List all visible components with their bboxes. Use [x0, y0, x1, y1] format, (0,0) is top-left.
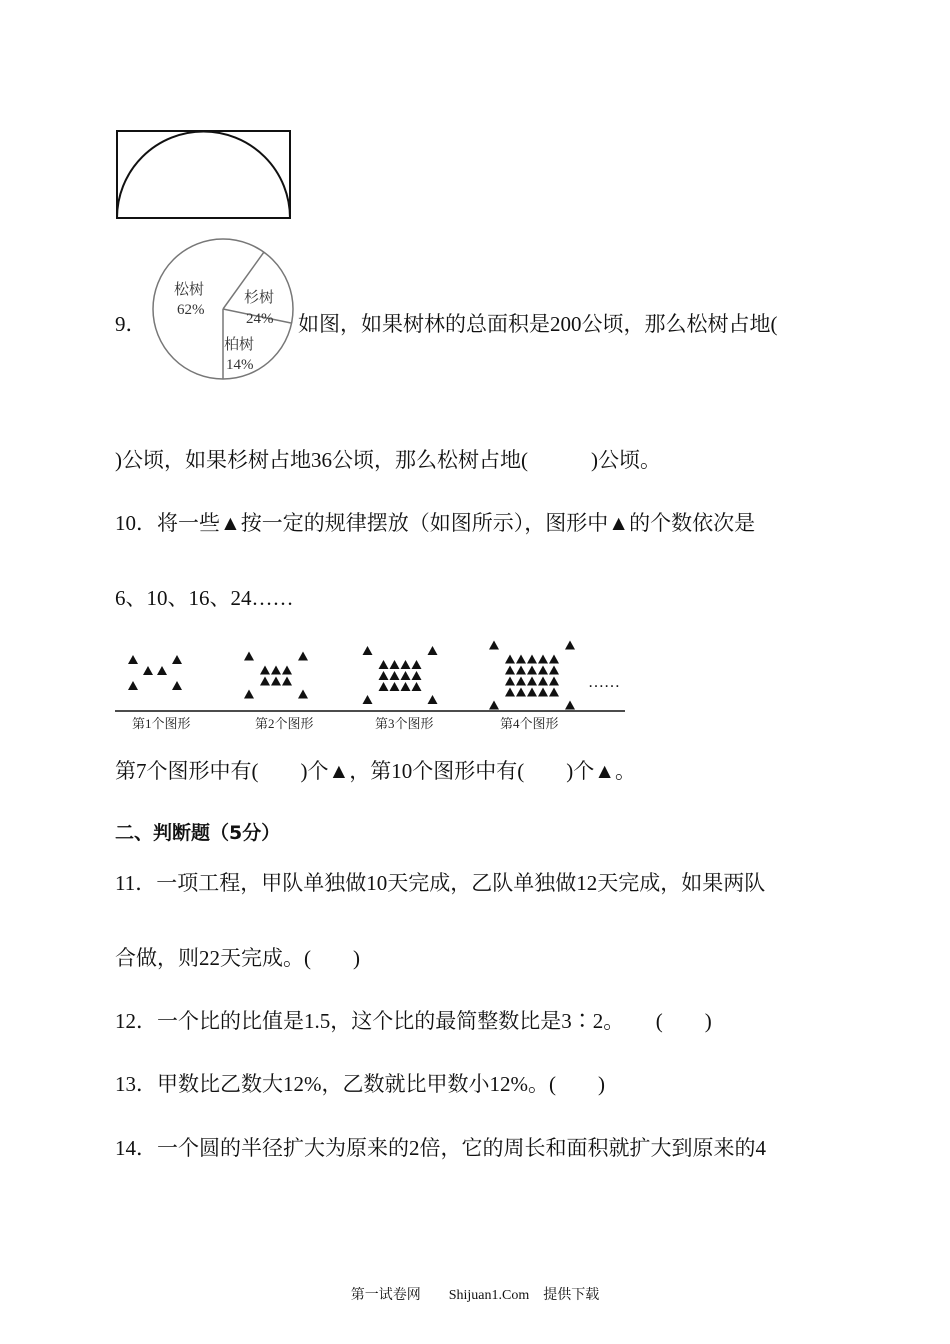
triangle-mark-13: [244, 652, 254, 661]
pie-percent-cypress: 14%: [226, 357, 254, 373]
triangle-mark-46: [538, 677, 548, 686]
triangle-mark-7: [260, 666, 270, 675]
q9-line1: 如图，如果树林的总面积是200公顷，那么松树占地(: [298, 312, 778, 336]
q10-line3: 第7个图形中有( )个▲，第10个图形中有( )个▲。: [115, 759, 637, 783]
triangle-groups: [128, 641, 575, 710]
triangle-mark-23: [401, 671, 411, 680]
triangle-mark-50: [527, 688, 537, 697]
triangle-mark-44: [516, 677, 526, 686]
pattern-ellipsis: ……: [588, 674, 620, 691]
triangle-mark-18: [390, 660, 400, 669]
triangle-mark-31: [363, 695, 373, 704]
figure-label-1: 第1个图形: [132, 716, 191, 731]
triangle-mark-27: [401, 682, 411, 691]
triangle-mark-41: [538, 666, 548, 675]
q9-number: 9．: [115, 312, 147, 336]
triangle-mark-12: [282, 677, 292, 686]
triangle-mark-22: [390, 671, 400, 680]
triangle-mark-33: [505, 655, 515, 664]
triangle-mark-9: [282, 666, 292, 675]
triangle-mark-54: [565, 641, 575, 650]
pie-percent-fir: 24%: [246, 311, 274, 327]
triangle-mark-1: [143, 666, 153, 675]
triangle-mark-43: [505, 677, 515, 686]
q12-text: 12．一个比的比值是1.5，这个比的最简整数比是3∶2。 ( ): [115, 1009, 712, 1033]
triangle-mark-47: [549, 677, 559, 686]
triangle-mark-49: [516, 688, 526, 697]
triangle-mark-36: [538, 655, 548, 664]
triangle-mark-38: [505, 666, 515, 675]
triangle-mark-39: [516, 666, 526, 675]
triangle-mark-52: [549, 688, 559, 697]
triangle-mark-11: [271, 677, 281, 686]
triangle-pattern-figure: [110, 630, 630, 735]
triangle-mark-17: [379, 660, 389, 669]
triangle-mark-40: [527, 666, 537, 675]
triangle-mark-5: [128, 681, 138, 690]
pie-percent-pine: 62%: [177, 302, 205, 318]
q11-line2: 合做，则22天完成。( ): [115, 946, 360, 970]
triangle-mark-15: [244, 690, 254, 699]
triangle-mark-45: [527, 677, 537, 686]
triangle-mark-6: [172, 681, 182, 690]
figure-label-2: 第2个图形: [255, 716, 314, 731]
forest-pie-chart: [148, 236, 298, 384]
triangle-mark-29: [363, 646, 373, 655]
pie-label-pine: 松树: [174, 282, 205, 298]
triangle-mark-20: [412, 660, 422, 669]
semicircle-rectangle-figure: [110, 125, 300, 225]
section-title: 二、判断题（5分）: [115, 822, 281, 844]
triangle-mark-28: [412, 682, 422, 691]
triangle-mark-21: [379, 671, 389, 680]
figure-label-4: 第4个图形: [500, 716, 559, 731]
triangle-mark-10: [260, 677, 270, 686]
triangle-mark-26: [390, 682, 400, 691]
triangle-mark-53: [489, 641, 499, 650]
triangle-mark-37: [549, 655, 559, 664]
triangle-mark-24: [412, 671, 422, 680]
q13-text: 13．甲数比乙数大12%，乙数就比甲数小12%。( ): [115, 1072, 605, 1096]
triangle-mark-55: [489, 701, 499, 710]
triangle-mark-19: [401, 660, 411, 669]
q11-line1: 11．一项工程，甲队单独做10天完成，乙队单独做12天完成，如果两队: [115, 871, 766, 895]
triangle-mark-16: [298, 690, 308, 699]
page-footer: 第一试卷网 Shijuan1.Com 提供下载: [350, 1288, 600, 1303]
triangle-mark-32: [428, 695, 438, 704]
triangle-mark-4: [172, 655, 182, 664]
triangle-mark-42: [549, 666, 559, 675]
q10-line1: 10．将一些▲按一定的规律摆放（如图所示），图形中▲的个数依次是: [115, 511, 756, 535]
q14-text: 14．一个圆的半径扩大为原来的2倍，它的周长和面积就扩大到原来的4: [115, 1136, 766, 1160]
triangle-mark-56: [565, 701, 575, 710]
pie-label-cypress: 柏树: [224, 337, 255, 353]
triangle-mark-14: [298, 652, 308, 661]
triangle-mark-51: [538, 688, 548, 697]
triangle-mark-3: [128, 655, 138, 664]
triangle-mark-25: [379, 682, 389, 691]
triangle-mark-34: [516, 655, 526, 664]
q10-line2: 6、10、16、24……: [115, 586, 294, 610]
triangle-mark-8: [271, 666, 281, 675]
triangle-mark-30: [428, 646, 438, 655]
triangle-mark-2: [157, 666, 167, 675]
pie-label-fir: 杉树: [244, 290, 275, 306]
triangle-mark-35: [527, 655, 537, 664]
figure-label-3: 第3个图形: [375, 716, 434, 731]
q9-line2: )公顷，如果杉树占地36公顷，那么松树占地( )公顷。: [115, 448, 661, 472]
triangle-mark-48: [505, 688, 515, 697]
